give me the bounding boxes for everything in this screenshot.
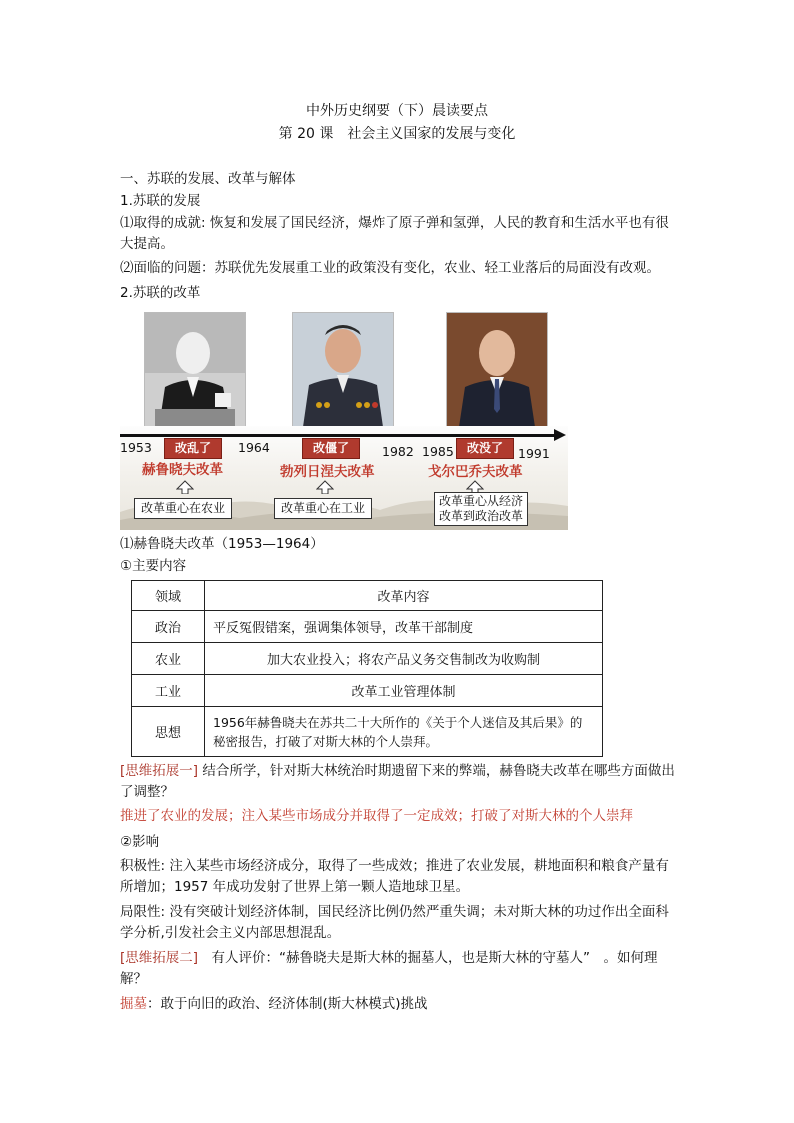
extension-two-answer	[120, 994, 680, 1015]
year-1964: 1964	[238, 440, 270, 455]
subheading-development: 1.苏联的发展	[120, 193, 201, 209]
row-field: 思想	[132, 707, 205, 757]
extension-two-question: 有人评价：“赫鲁晓夫是斯大林的掘墓人，也是斯大林的守墓人” 。如何理解？	[120, 950, 658, 987]
gorbachev-portrait	[446, 312, 548, 428]
header-content: 改革内容	[205, 581, 603, 611]
row-content: 加大农业投入；将农产品义务交售制改为收购制	[205, 643, 603, 675]
problems-paragraph: ⑵面临的问题：苏联优先发展重工业的政策没有变化，农业、轻工业落后的局面没有改观。	[120, 260, 660, 276]
up-arrow-icon	[316, 480, 334, 494]
lesson-subtitle: 第 20 课 社会主义国家的发展与变化	[278, 126, 516, 142]
tag-chaotic: 改乱了	[164, 438, 222, 459]
focus-agriculture: 改革重心在农业	[134, 498, 232, 519]
row-content: 1956年赫鲁晓夫在苏共二十大所作的《关于个人迷信及其后果》的秘密报告，打破了对斯大林的个人崇拜。	[205, 707, 603, 757]
focus-economy-politics	[434, 492, 528, 526]
document-title: 中外历史纲要（下）晨读要点	[306, 103, 488, 119]
focus-industry: 改革重心在工业	[274, 498, 372, 519]
achievements-paragraph: ⑴取得的成就: 恢复和发展了国民经济，爆炸了原子弹和氢弹，人民的教育和生活水平也有很大提高。	[120, 215, 669, 252]
row-field: 政治	[132, 611, 205, 643]
timeline-axis	[120, 434, 556, 437]
extension-one	[120, 761, 680, 803]
answer-keyword: 掘墓	[120, 996, 147, 1012]
table-row	[132, 675, 603, 707]
year-1985: 1985	[422, 444, 454, 459]
answer-text: ：敢于向旧的政治、经济体制(斯大林模式)挑战	[147, 996, 428, 1012]
focus-line-2: 改革到政治改革	[439, 509, 524, 523]
table-header-row	[132, 581, 603, 611]
row-content: 平反冤假错案，强调集体领导，改革干部制度	[205, 611, 603, 643]
extension-one-question: 结合所学，针对斯大林统治时期遗留下来的弊端，赫鲁晓夫改革在哪些方面做出了调整？	[120, 763, 675, 800]
timeline-arrow-icon	[554, 429, 566, 441]
up-arrow-icon	[176, 480, 194, 494]
row-content: 改革工业管理体制	[205, 675, 603, 707]
row-field: 农业	[132, 643, 205, 675]
year-1982: 1982	[382, 444, 414, 459]
brezhnev-portrait	[292, 312, 394, 428]
leader-khrushchev: 赫鲁晓夫改革	[142, 462, 223, 478]
reform-timeline	[120, 426, 568, 530]
focus-line-1: 改革重心从经济	[439, 494, 524, 508]
table-row	[132, 643, 603, 675]
subheading-reform: 2.苏联的改革	[120, 285, 201, 301]
section-heading: 一、苏联的发展、改革与解体	[120, 171, 296, 187]
tag-rigid: 改僵了	[302, 438, 360, 459]
row-field: 工业	[132, 675, 205, 707]
limitation-impact: 局限性: 没有突破计划经济体制，国民经济比例仍然严重失调；未对斯大林的功过作出全面科学分析,引发社会主义内部思想混乱。	[120, 904, 669, 941]
leader-brezhnev: 勃列日涅夫改革	[280, 464, 375, 480]
tag-gone: 改没了	[456, 438, 514, 459]
extension-one-label: [思维拓展一]	[120, 763, 199, 779]
year-1991: 1991	[518, 446, 550, 461]
positive-impact: 积极性: 注入某些市场经济成分，取得了一些成效；推进了农业发展，耕地面积和粮食产量有所增加；1957 年成功发射了世界上第一颗人造地球卫星。	[120, 858, 669, 895]
leader-gorbachev: 戈尔巴乔夫改革	[428, 464, 523, 480]
year-1953: 1953	[120, 440, 152, 455]
main-content-label: ①主要内容	[120, 558, 187, 574]
impact-label: ②影响	[120, 834, 160, 850]
reform-content-table	[131, 580, 603, 757]
table-row	[132, 611, 603, 643]
extension-two-label: [思维拓展二]	[120, 950, 199, 966]
header-field: 领域	[132, 581, 205, 611]
extension-two	[120, 948, 680, 990]
khrushchev-heading: ⑴赫鲁晓夫改革（1953—1964）	[120, 536, 324, 552]
khrushchev-portrait	[144, 312, 246, 428]
table-row	[132, 707, 603, 757]
extension-one-answer: 推进了农业的发展；注入某些市场成分并取得了一定成效；打破了对斯大林的个人崇拜	[120, 808, 633, 824]
